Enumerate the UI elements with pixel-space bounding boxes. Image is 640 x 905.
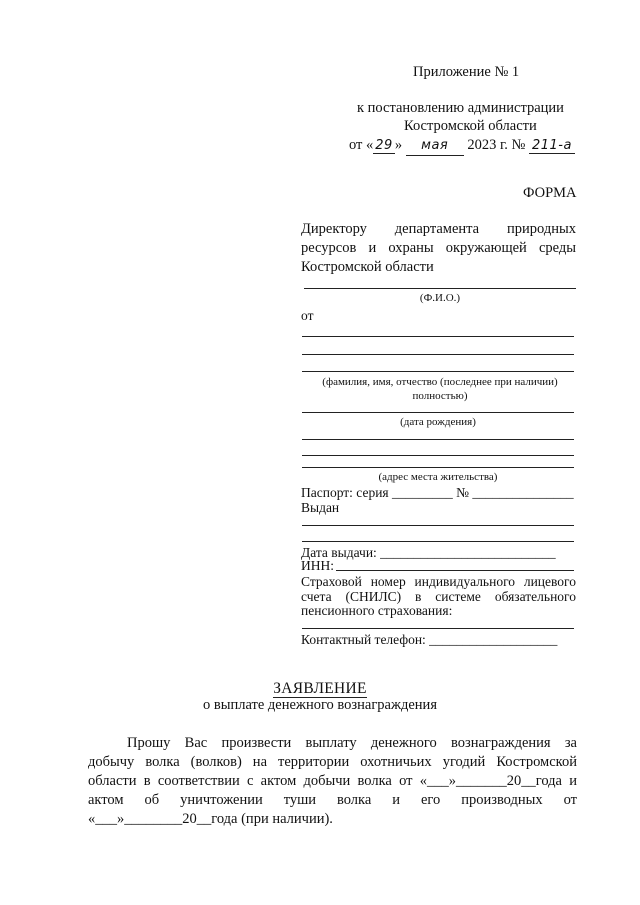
header-date-line bbox=[349, 136, 575, 156]
inn-label: ИНН: bbox=[301, 558, 334, 573]
date-prefix: от « bbox=[349, 137, 374, 153]
issue-date-field: Дата выдачи: __________________________ bbox=[301, 545, 556, 560]
fio-line bbox=[304, 288, 576, 289]
appendix-number: Приложение № 1 bbox=[413, 64, 520, 80]
applicant-line-3 bbox=[302, 371, 574, 372]
form-label: ФОРМА bbox=[523, 185, 577, 201]
from-label: от bbox=[301, 308, 314, 323]
document-title: ЗАЯВЛЕНИЕ bbox=[273, 680, 367, 697]
issued-line-1 bbox=[302, 525, 574, 526]
snils-line-2: счета (СНИЛС) в системе обязательного bbox=[301, 589, 576, 604]
snils-line-1: Страховой номер индивидуального лицевого bbox=[301, 574, 576, 589]
body-line-1: Прошу Вас произвести выплату денежного вознаграждения за bbox=[127, 735, 577, 751]
snils-line bbox=[302, 628, 574, 629]
date-day: 29 bbox=[375, 138, 393, 153]
date-number: 211-а bbox=[529, 138, 575, 154]
birthdate-caption: (дата рождения) bbox=[400, 416, 476, 428]
body-line-2: добычу волка (волков) на территории охотничьих угодий Костромской bbox=[88, 754, 577, 770]
address-line-2 bbox=[302, 455, 574, 456]
fullname-caption-1: (фамилия, имя, отчество (последнее при наличии) bbox=[322, 376, 558, 388]
inn-line bbox=[336, 570, 574, 571]
applicant-line-2 bbox=[302, 354, 574, 355]
header-region-line: Костромской области bbox=[404, 118, 537, 134]
date-year: 2023 г. № bbox=[467, 137, 526, 153]
fullname-caption-2: полностью) bbox=[412, 390, 468, 402]
fio-caption: (Ф.И.О.) bbox=[419, 292, 461, 304]
body-line-3: области в соответствии с актом добычи волка от «___»_______20__года и bbox=[88, 773, 577, 789]
date-mid: » bbox=[394, 137, 403, 153]
addressee-line-3: Костромской области bbox=[301, 259, 434, 275]
address-line-1 bbox=[302, 439, 574, 440]
applicant-line-1 bbox=[302, 336, 574, 337]
issued-label: Выдан bbox=[301, 500, 340, 515]
address-caption: (адрес места жительства) bbox=[378, 471, 498, 483]
addressee-line-1: Директору департамента природных bbox=[301, 221, 576, 237]
issued-line-2 bbox=[302, 541, 574, 542]
body-line-4: актом об уничтожении туши волка и его производных от bbox=[88, 792, 577, 808]
birthdate-line bbox=[302, 412, 574, 413]
body-line-5: «___»________20__года (при наличии). bbox=[88, 811, 333, 827]
snils-line-3: пенсионного страхования: bbox=[301, 603, 453, 618]
phone-field: Контактный телефон: ___________________ bbox=[301, 632, 558, 647]
date-month: мая bbox=[406, 136, 464, 156]
document-subtitle: о выплате денежного вознаграждения bbox=[203, 697, 437, 713]
address-line-3 bbox=[302, 467, 574, 468]
header-decree-line: к постановлению администрации bbox=[357, 100, 564, 116]
addressee-line-2: ресурсов и охраны окружающей среды bbox=[301, 240, 576, 256]
passport-field: Паспорт: серия _________ № _______________ bbox=[301, 485, 574, 500]
